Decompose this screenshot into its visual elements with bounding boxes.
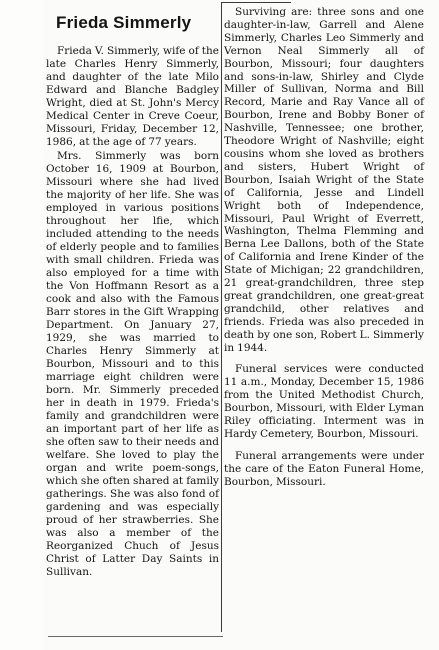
bottom-rule (48, 636, 223, 637)
survivors-paragraph: Surviving are: three sons and one daughter-in-law, Garrell and Alene Simmerly, Charles Leo Simmerly and Vernon Neal Simmerly all of Bourbon, Missouri; four daughters and sons-in-law, Shirley and Clyde Miller of Sullivan, Norma and Bill Record, Marie and Ray Vance all of Bourbon, Irene and Bobby Boner of Nashville, Tennessee; one brother, Theodore Wright of Nashville; eight cousins whom she loved as brothers and sisters, Hubert Wright of Bourbon, Isaiah Wright of the State of California, Jesse and Lindell Wright both of Independence, Missouri, Paul Wright of Everrett, Washington, Thelma Flemming and Berna Lee Dallons, both of the State of California and Irene Kinder of the State of Michigan; 22 grandchildren, 21 great-grandchildren, three step great grandchildren, one great-great grandchild, other relatives and friends. Frieda was also preceded in death by one son, Robert L. Simmerly in 1944. (224, 6, 424, 354)
column-divider-rule (221, 2, 222, 632)
right-column-body (224, 6, 424, 489)
scan-margin (0, 0, 44, 650)
obituary-life-paragraph: Mrs. Simmerly was born October 16, 1909 at Bourbon, Missouri where she had lived the majority of her life. She was employed in various positions throughout her lfie, which included attending to the needs of elderly people and to families with small children. Frieda was also employed for a time with the Von Hoffmann Resort as a cook and also with the Famous Barr stores in the Gift Wrapping Department. On January 27, 1929, she was married to Charles Henry Simmerly at Bourbon, Missouri and to this marriage eight children were born. Mr. Simmerly preceded her in death in 1979. Frieda's family and grandchildren were an important part of her life as she often saw to their needs and welfare. She loved to play the organ and write poem-songs, which she often shared at family gatherings. She was also fond of gardening and was especially proud of her strawberries. She was also a member of the Reorganized Chuch of Jesus Christ of Latter Day Saints in Sullivan. (46, 150, 219, 578)
right-column (224, 0, 424, 489)
left-column-body (46, 45, 219, 579)
funeral-arrangements-paragraph: Funeral arrangements were under the care of the Eaton Funeral Home, Bourbon, Missouri. (224, 449, 424, 488)
obituary-intro-paragraph: Frieda V. Simmerly, wife of the late Charles Henry Simmerly, and daughter of the late Milo Edward and Blanche Badgley Wright, died at St. John's Mercy Medical Center in Creve Coeur, Missouri, Friday, December 12, 1986, at the age of 77 years. (46, 45, 219, 148)
top-rule (221, 2, 291, 3)
left-column (46, 0, 219, 579)
funeral-services-paragraph: Funeral services were conducted 11 a.m., Monday, December 15, 1986 from the United Methodist Church, Bourbon, Missouri, with Elder Lyman Riley officiating. Interment was in Hardy Cemetery, Bourbon, Missouri. (224, 363, 424, 440)
obituary-headline: Frieda Simmerly (56, 13, 192, 32)
